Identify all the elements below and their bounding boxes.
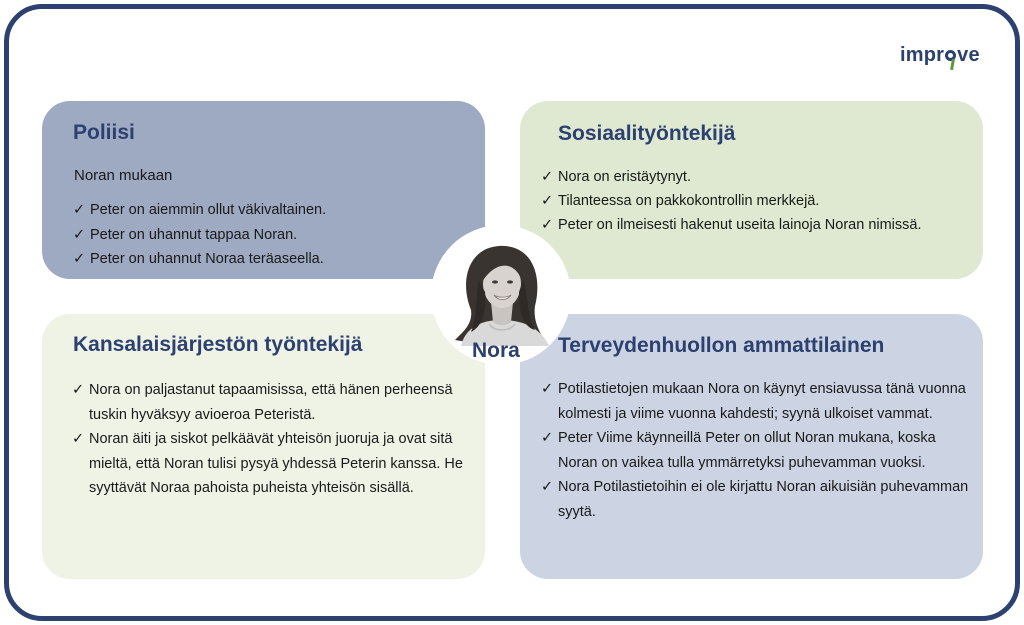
card-list <box>541 165 971 237</box>
list-item: ✓ Peter on ilmeisesti hakenut useita lainoja Noran nimissä. <box>541 213 971 237</box>
check-mark-icon: ✓ <box>541 193 554 209</box>
card-title: Terveydenhuollon ammattilainen <box>558 334 885 357</box>
card-title: Sosiaalityöntekijä <box>558 122 736 145</box>
list-item: ✓ Peter on uhannut tappaa Noran. <box>73 223 473 248</box>
card-title: Poliisi <box>73 121 135 144</box>
list-item: ✓ Noran äiti ja siskot pelkäävät yhteisön juoruja ja ovat sitä mieltä, että Noran tulisi pysyä yhdessä Peterin kanssa. He syyttävät Noraa pahoista puheista yhteisön sisällä. <box>72 427 472 501</box>
center-name: Nora <box>472 339 520 362</box>
check-mark-icon: ✓ <box>541 381 554 397</box>
check-mark-icon: ✓ <box>72 382 85 398</box>
card-social-worker <box>520 101 983 279</box>
logo-o-icon <box>945 50 956 61</box>
card-health-professional <box>520 314 983 579</box>
check-mark-icon: ✓ <box>541 430 554 446</box>
check-mark-icon: ✓ <box>73 226 86 243</box>
list-item: ✓ Peter on aiemmin ollut väkivaltainen. <box>73 198 473 223</box>
list-item: ✓ Nora on eristäytynyt. <box>541 165 971 189</box>
card-intro: Noran mukaan <box>74 167 173 184</box>
list-item: ✓ Peter on uhannut Noraa teräaseella. <box>73 247 473 272</box>
list-item: ✓ Nora on paljastanut tapaamisissa, että hänen perheensä tuskin hyväksyy avioeroa Peteristä. <box>72 378 472 427</box>
card-list <box>73 198 473 272</box>
list-item: ✓ Tilanteessa on pakkokontrollin merkkejä. <box>541 189 971 213</box>
list-item: ✓ Peter Viime käynneillä Peter on ollut Noran mukana, koska Noran on vaikea tulla ymmärretyksi puhevamman vuoksi. <box>541 426 971 475</box>
card-list <box>541 377 971 524</box>
check-mark-icon: ✓ <box>73 202 86 218</box>
card-police <box>42 101 485 279</box>
check-mark-icon: ✓ <box>541 169 554 185</box>
card-title: Kansalaisjärjestön työntekijä <box>73 333 363 356</box>
check-mark-icon: ✓ <box>541 479 554 495</box>
card-ngo-worker <box>42 314 485 579</box>
improve-logo: impr ve <box>900 44 980 66</box>
check-mark-icon: ✓ <box>72 431 85 447</box>
list-item: ✓ Potilastietojen mukaan Nora on käynyt ensiavussa tänä vuonna kolmesti ja viime vuonna kahdesti; syynä ulkoiset vammat. <box>541 377 971 426</box>
woman-portrait-photo <box>449 240 553 346</box>
check-mark-icon: ✓ <box>73 251 86 267</box>
card-list <box>72 378 472 501</box>
list-item: ✓ Nora Potilastietoihin ei ole kirjattu Noran aikuisiän puhevamman syytä. <box>541 475 971 524</box>
check-mark-icon: ✓ <box>541 217 554 233</box>
